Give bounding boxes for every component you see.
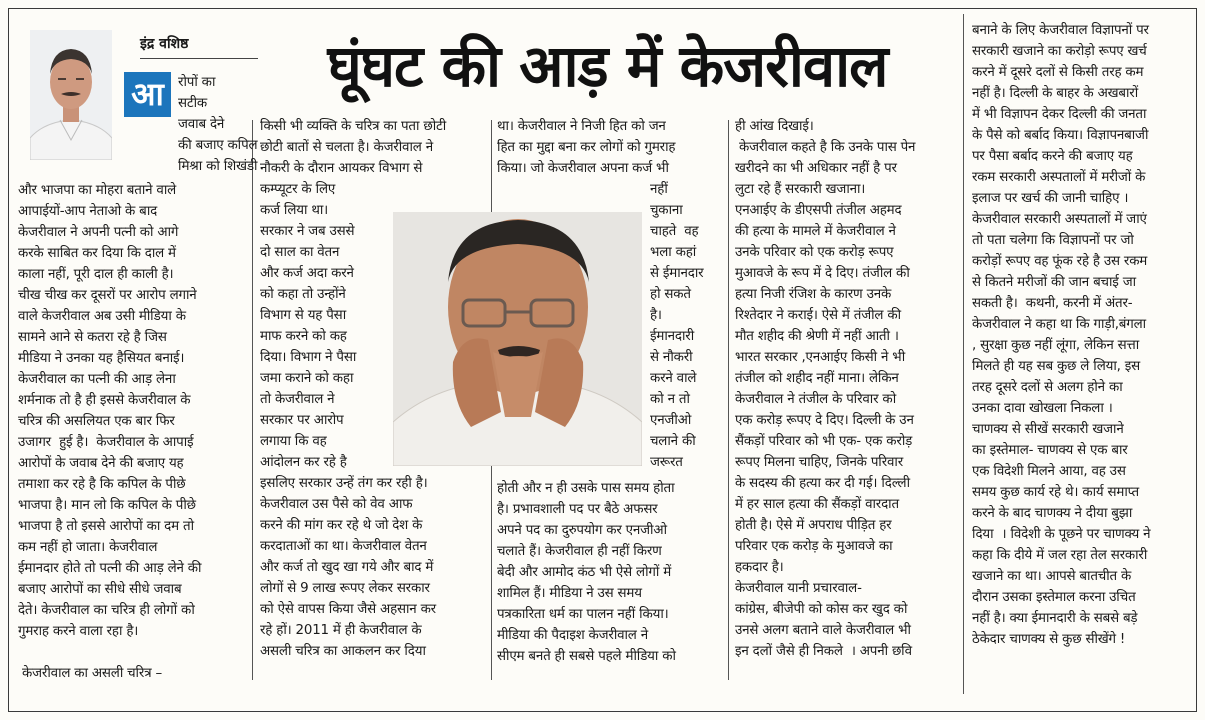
text-line: कम्प्यूटर के लिए: [260, 182, 336, 197]
text-line: होती और न ही उसके पास समय होता: [497, 481, 675, 496]
column-4: [735, 116, 915, 662]
text-line: ईमानदार होते तो पत्नी की आड़ लेने की: [18, 561, 202, 576]
text-line: करके साबित कर दिया कि दाल में: [18, 246, 176, 261]
text-line: मौत शहीद की श्रेणी में नहीं आती ।: [735, 329, 899, 344]
text-line: को न तो: [650, 392, 690, 407]
text-line: रूपए मिलना चाहिए, जिनके परिवार: [735, 455, 903, 470]
text-line: रकम सरकारी अस्पतालों में मरीजों के: [972, 170, 1146, 185]
text-line: केजरीवाल ने अपनी पत्नी को आगे: [18, 225, 179, 240]
text-line: सरकार ने जब उससे: [260, 224, 355, 239]
text-line: आंदोलन कर रहे है: [260, 455, 347, 470]
text-line: परिवार एक करोड़ के मुआवजे का: [735, 539, 893, 554]
text-line: शामिल हैं। मीडिया ने उस समय: [497, 586, 642, 601]
text-line: एक विदेशी मिलने आया, वह उस: [972, 464, 1126, 479]
text-line: के पैसे को बर्बाद किया। विज्ञापनबाजी: [972, 128, 1149, 143]
text-line: असली चरित्र का आकलन कर दिया: [260, 644, 426, 659]
text-line: में भी विज्ञापन देकर दिल्ली की जनता: [972, 107, 1147, 122]
text-line: लगाया कि वह: [260, 434, 327, 449]
text-line: तंजील को शहीद नहीं माना। लेकिन: [735, 371, 899, 386]
text-line: रिश्तेदार ने कराई। ऐसे में तंजील की: [735, 308, 901, 323]
headline: घूंघट की आड़ में केजरीवाल: [327, 32, 888, 100]
text-line: तो केजरीवाल ने: [260, 392, 335, 407]
text-line: काला नहीं, पूरी दाल ही काली है।: [18, 267, 174, 282]
text-line: की बजाए कपिल: [178, 138, 258, 153]
byline: इंद्र वशिष्ठ: [140, 36, 189, 52]
text-line: एक करोड़ रूपए दे दिए। दिल्ली के उन: [735, 413, 914, 428]
text-line: और कर्ज तो खुद खा गये और बाद में: [260, 560, 434, 575]
text-line: खरीदने का भी अधिकार नहीं है पर: [735, 161, 897, 176]
text-line: हित का मुद्दा बना कर लोगों को गुमराह: [497, 140, 676, 155]
text-line: करदाताओं का था। केजरीवाल वेतन: [260, 539, 427, 554]
column-5: [972, 20, 1150, 650]
column-3-top: [497, 116, 675, 179]
text-line: चुकाना: [650, 203, 683, 218]
text-line: बजाए आरोपों का सीधे सीधे जवाब: [18, 582, 182, 597]
text-line: उनका दावा खोखला निकला ।: [972, 401, 1113, 416]
text-line: हत्या निजी रंजिश के कारण उनके: [735, 287, 892, 302]
text-line: [18, 642, 201, 663]
column-2: [260, 116, 446, 662]
text-line: इलाज पर खर्च की जानी चाहिए ।: [972, 191, 1129, 206]
text-line: , सुरक्षा कुछ नहीं लूंगा, लेकिन सत्ता: [972, 338, 1140, 353]
text-line: केजरीवाल का पत्नी की आड़ लेना: [18, 372, 176, 387]
byline-rule: [140, 58, 258, 59]
text-line: इन दलों जैसे ही निकले । अपनी छवि: [735, 644, 912, 659]
text-line: केजरीवाल ने तंजील के परिवार को: [735, 392, 896, 407]
text-line: चाणक्य से सीखें सरकारी खजाने: [972, 422, 1124, 437]
text-line: के सदस्य की हत्या कर दी गई। दिल्ली: [735, 476, 910, 491]
text-line: था। केजरीवाल ने निजी हित को जन: [497, 119, 666, 134]
text-line: सकती है। कथनी, करनी में अंतर-: [972, 296, 1133, 311]
text-line: चीख चीख कर दूसरों पर आरोप लगाने: [18, 288, 197, 303]
text-line: देते। केजरीवाल का चरित्र ही लोगों को: [18, 603, 195, 618]
text-line: और भाजपा का मोहरा बताने वाले: [18, 183, 177, 198]
drop-cap: आ: [124, 72, 171, 117]
text-line: तो पता चलेगा कि विज्ञापनों पर जो: [972, 233, 1134, 248]
text-line: में हर साल हत्या की सैंकड़ों वारदात: [735, 497, 899, 512]
text-line: सरकार पर आरोप: [260, 413, 344, 428]
text-line: मीडिया ने उनका यह हैसियत बनाई।: [18, 351, 185, 366]
text-line: केजरीवाल यानी प्रचारवाल-: [735, 581, 862, 596]
text-line: समय कुछ कार्य रहे थे। कार्य समाप्त: [972, 485, 1139, 500]
text-line: केजरीवाल उस पैसे को वेव आफ: [260, 497, 413, 512]
column-3-side: [650, 179, 703, 473]
text-line: चाहते वह: [650, 224, 699, 239]
text-line: चरित्र की असलियत एक बार फिर: [18, 414, 175, 429]
text-line: उजागर हुई है। केजरीवाल के आपाई: [18, 435, 194, 450]
column-rule: [728, 120, 729, 680]
text-line: सरकारी खजाने का करोड़ो रूपए खर्च: [972, 44, 1147, 59]
text-line: भाजपा है तो इससे आरोपों का दम तो: [18, 519, 194, 534]
text-line: सैंकड़ों परिवार को भी एक- एक करोड़: [735, 434, 913, 449]
text-line: दिया। विभाग ने पैसा: [260, 350, 357, 365]
text-line: किया। जो केजरीवाल अपना कर्ज भी: [497, 161, 669, 176]
text-line: से ईमानदार: [650, 266, 704, 281]
column-3-bottom: [497, 478, 676, 667]
text-line: करने में दूसरे दलों से किसी तरह कम: [972, 65, 1144, 80]
text-line: मीडिया की पैदाइश केजरीवाल ने: [497, 628, 648, 643]
text-line: कहा कि दीये में जल रहा तेल सरकारी: [972, 548, 1148, 563]
text-line: केजरीवाल ने कहा था कि गाड़ी,बंगला: [972, 317, 1146, 332]
text-line: हकदार है।: [735, 560, 784, 575]
text-line: है।: [650, 308, 662, 323]
text-line: लुटा रहे हैं सरकारी खजाना।: [735, 182, 866, 197]
text-line: जवाब देने: [178, 117, 225, 132]
text-line: कांग्रेस, बीजेपी को कोस कर खुद को: [735, 602, 908, 617]
text-line: चलाने की: [650, 434, 696, 449]
column-1: [18, 180, 201, 684]
text-line: जमा कराने को कहा: [260, 371, 354, 386]
text-line: छोटी बातों से चलता है। केजरीवाल ने: [260, 140, 433, 155]
text-line: नौकरी के दौरान आयकर विभाग से: [260, 161, 423, 176]
text-line: केजरीवाल कहते है कि उनके पास पेन: [735, 140, 916, 155]
text-line: किसी भी व्यक्ति के चरित्र का पता छोटी: [260, 119, 447, 134]
text-line: से कितने मरीजों की जान बचाई जा: [972, 275, 1136, 290]
text-line: मिश्रा को शिखंडी: [178, 159, 258, 174]
text-line: केजरीवाल का असली चरित्र –: [18, 666, 162, 681]
column-1-lead: [178, 72, 257, 177]
text-line: ईमानदारी: [650, 329, 695, 344]
text-line: अपने पद का दुरुपयोग कर एनजीओ: [497, 523, 667, 538]
text-line: बनाने के लिए केजरीवाल विज्ञापनों पर: [972, 23, 1149, 38]
text-line: चलाते हैं। केजरीवाल ही नहीं किरण: [497, 544, 662, 559]
text-line: करने के बाद चाणक्य ने दीया बुझा: [972, 506, 1133, 521]
text-line: जरूरत: [650, 455, 683, 470]
text-line: दिया । विदेशी के पूछने पर चाणक्य ने: [972, 527, 1151, 542]
text-line: है। प्रभावशाली पद पर बैठे अफसर: [497, 502, 658, 517]
text-line: और कर्ज अदा करने: [260, 266, 354, 281]
text-line: पर पैसा बर्बाद करने की बजाए यह: [972, 149, 1133, 164]
text-line: करने वाले: [650, 371, 697, 386]
column-rule: [252, 120, 253, 680]
text-line: रोपों का: [178, 75, 216, 90]
text-line: उनके परिवार को एक करोड़ रूपए: [735, 245, 894, 260]
text-line: भाजपा है। मान लो कि कपिल के पीछे: [18, 498, 196, 513]
text-line: सीएम बनते ही सबसे पहले मीडिया को: [497, 649, 676, 664]
text-line: करने की मांग कर रहे थे जो देश के: [260, 518, 423, 533]
text-line: होती है। ऐसे में अपराध पीड़ित हर: [735, 518, 892, 533]
text-line: मुआवजे के रूप में दे दिए। तंजील की: [735, 266, 910, 281]
text-line: उनसे अलग बताने वाले केजरीवाल भी: [735, 623, 911, 638]
text-line: केजरीवाल सरकारी अस्पतालों में जाएं: [972, 212, 1147, 227]
text-line: इसलिए सरकार उन्हें तंग कर रही है।: [260, 476, 428, 491]
text-line: तमाशा कर रहे है कि कपिल के पीछे: [18, 477, 186, 492]
text-line: मिलते ही यह सब कुछ ले लिया, इस: [972, 359, 1140, 374]
text-line: सटीक: [178, 96, 207, 111]
text-line: नहीं है। दिल्ली के बाहर के अखबारों: [972, 86, 1139, 101]
text-line: खजाने का था। आपसे बातचीत के: [972, 569, 1132, 584]
text-line: एनजीओ: [650, 413, 692, 428]
text-line: आरोपों के जवाब देने की बजाए यह: [18, 456, 184, 471]
text-line: शर्मनाक तो है ही इससे केजरीवाल के: [18, 393, 191, 408]
text-line: कर्ज लिया था।: [260, 203, 329, 218]
text-line: गुमराह करने वाला रहा है।: [18, 624, 139, 639]
text-line: बेदी और आमोद कंठ भी ऐसे लोगों में: [497, 565, 672, 580]
text-line: पत्रकारिता धर्म का पालन नहीं किया।: [497, 607, 669, 622]
author-photo: [30, 30, 112, 160]
text-line: भला कहां: [650, 245, 697, 260]
text-line: दो साल का वेतन: [260, 245, 340, 260]
text-line: ही आंख दिखाई।: [735, 119, 814, 134]
text-line: नहीं है। क्या ईमानदारी के सबसे बड़े: [972, 611, 1138, 626]
text-line: हो सकते: [650, 287, 691, 302]
text-line: नहीं: [650, 182, 668, 197]
text-line: आपाईयों-आप नेताओ के बाद: [18, 204, 158, 219]
text-line: तरह दूसरे दलों से अलग होने का: [972, 380, 1123, 395]
author-portrait: [30, 30, 112, 160]
text-line: करोड़ों रूपए वह फूंक रहे है उस रकम: [972, 254, 1148, 269]
text-line: एनआईए के डीएसपी तंजील अहमद: [735, 203, 902, 218]
text-line: ठेकेदार चाणक्य से कुछ सीखेंगे !: [972, 632, 1126, 647]
text-line: से नौकरी: [650, 350, 693, 365]
text-line: का इस्तेमाल- चाणक्य से एक बार: [972, 443, 1128, 458]
column-rule: [963, 14, 964, 694]
text-line: दौरान उसका इस्तेमाल करना उचित: [972, 590, 1136, 605]
text-line: की हत्या के मामले में केजरीवाल ने: [735, 224, 896, 239]
text-line: माफ करने को कह: [260, 329, 347, 344]
text-line: लोगों से 9 लाख रूपए लेकर सरकार: [260, 581, 430, 596]
text-line: को ऐसे वापस किया जैसे अहसान कर: [260, 602, 436, 617]
text-line: भारत सरकार ,एनआईए किसी ने भी: [735, 350, 905, 365]
text-line: को कहा तो उन्होंने: [260, 287, 346, 302]
text-line: विभाग से यह पैसा: [260, 308, 346, 323]
text-line: रहे हों। 2011 में ही केजरीवाल के: [260, 623, 422, 638]
text-line: सामने आने से कतरा रहे है जिस: [18, 330, 167, 345]
text-line: कम नहीं हो जाता। केजरीवाल: [18, 540, 158, 555]
text-line: वाले केजरीवाल अब उसी मीडिया के: [18, 309, 186, 324]
